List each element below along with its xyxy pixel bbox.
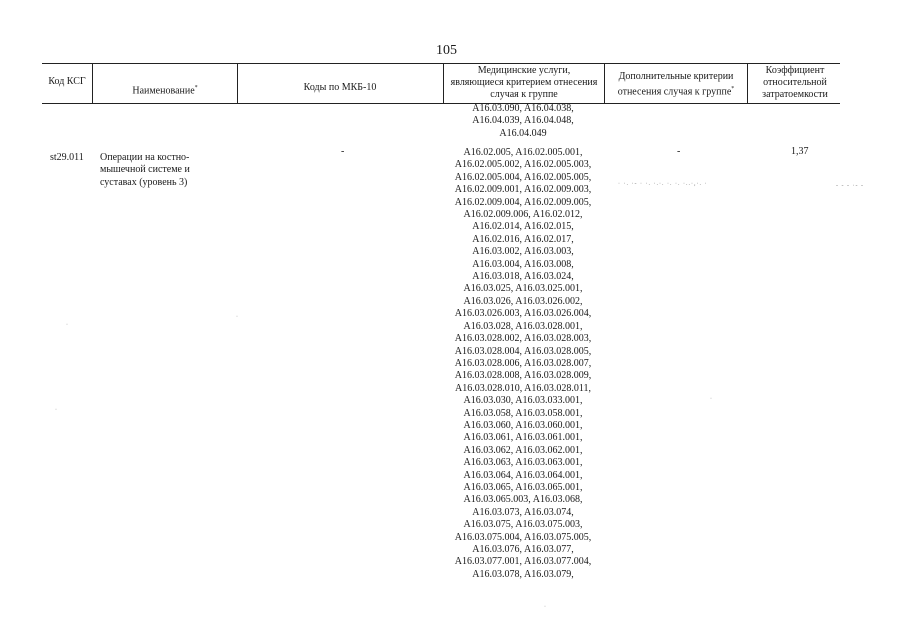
- service-code-line: A16.03.025, A16.03.025.001,: [463, 283, 583, 295]
- header-mkb: Коды по МКБ-10: [303, 82, 377, 93]
- header-services: Медицинские услуги, являющиеся критерием отнесения случая к группе: [450, 65, 598, 100]
- service-code-line: A16.03.028.004, A16.03.028.005,: [454, 345, 592, 357]
- column-divider: [747, 63, 748, 103]
- header-name-text: Наименование: [132, 85, 195, 97]
- header-extra-mark: *: [731, 86, 735, 92]
- scan-noise: - - - ·- -: [836, 183, 864, 189]
- code-line: A16.03.090, A16.04.038,: [472, 103, 574, 114]
- row-services: [443, 147, 603, 581]
- scan-noise: · ·. ·- · ·. ·.·. ·. ·. ·..·,·. ·: [618, 181, 708, 187]
- service-code-line: A16.03.061, A16.03.061.001,: [463, 432, 583, 444]
- service-code-line: A16.03.058, A16.03.058.001,: [463, 407, 583, 419]
- service-code-line: A16.03.028.002, A16.03.028.003,: [454, 333, 592, 345]
- row-code: st29.011: [50, 152, 84, 163]
- service-code-line: A16.02.009.001, A16.02.009.003,: [454, 184, 592, 196]
- scan-noise: ·: [66, 322, 69, 328]
- service-code-line: A16.03.065, A16.03.065.001,: [463, 481, 583, 493]
- scan-noise: ·: [236, 314, 239, 320]
- service-code-line: A16.02.014, A16.02.015,: [472, 221, 574, 233]
- row-name-line: суставах (уровень 3): [100, 176, 188, 188]
- header-name-mark: *: [194, 85, 198, 91]
- service-code-line: A16.02.009.006, A16.02.012,: [463, 209, 583, 221]
- column-divider: [237, 63, 238, 103]
- service-code-line: A16.03.060, A16.03.060.001,: [463, 419, 583, 431]
- code-line: A16.04.049: [499, 127, 547, 139]
- service-code-line: A16.03.078, A16.03.079,: [472, 568, 574, 580]
- service-code-line: A16.03.077.001, A16.03.077.004,: [454, 556, 592, 568]
- service-code-line: A16.03.076, A16.03.077,: [472, 544, 574, 555]
- service-code-line: A16.03.028.010, A16.03.028.011,: [454, 382, 592, 394]
- row-name: [100, 152, 235, 189]
- header-extra: [610, 71, 742, 98]
- column-divider: [92, 63, 93, 103]
- service-code-line: A16.03.004, A16.03.008,: [472, 258, 574, 270]
- service-code-line: A16.03.028.008, A16.03.028.009,: [454, 370, 592, 382]
- header-coefficient: Коэффициент относительной затратоемкости: [762, 65, 828, 100]
- service-code-line: A16.03.075, A16.03.075.003,: [463, 519, 583, 531]
- service-code-line: A16.03.065.003, A16.03.068,: [463, 494, 583, 506]
- service-code-line: A16.02.016, A16.02.017,: [472, 233, 574, 245]
- service-code-line: A16.03.026.003, A16.03.026.004,: [454, 308, 592, 320]
- service-code-line: A16.03.018, A16.03.024,: [472, 271, 574, 283]
- service-code-line: A16.02.005.004, A16.02.005.005,: [454, 171, 592, 183]
- row-coefficient: 1,37: [791, 146, 809, 157]
- service-code-line: A16.03.028, A16.03.028.001,: [463, 320, 583, 332]
- service-code-line: A16.03.064, A16.03.064.001,: [463, 469, 583, 481]
- row-name-line: Операции на костно-: [100, 152, 190, 163]
- column-divider: [604, 63, 605, 103]
- scan-noise: ·: [55, 407, 58, 413]
- service-code-line: A16.02.005, A16.02.005.001,: [463, 147, 583, 158]
- row-mkb: -: [341, 146, 345, 157]
- service-code-line: A16.03.002, A16.03.003,: [472, 246, 574, 258]
- scan-noise: ·: [544, 604, 547, 610]
- service-code-line: A16.03.073, A16.03.074,: [472, 506, 574, 518]
- service-code-line: A16.03.075.004, A16.03.075.005,: [454, 531, 592, 543]
- service-code-line: A16.03.063, A16.03.063.001,: [463, 457, 583, 469]
- service-code-line: A16.03.062, A16.03.062.001,: [463, 444, 583, 456]
- header-code: Код КСГ: [48, 76, 86, 87]
- row-name-line: мышечной системе и: [100, 164, 190, 176]
- service-code-line: A16.02.009.004, A16.02.009.005,: [454, 196, 592, 208]
- code-line: A16.04.039, A16.04.048,: [472, 115, 574, 127]
- continuation-codes: [443, 103, 603, 140]
- header-top-border: [42, 63, 840, 64]
- scan-noise: ·: [710, 396, 713, 402]
- column-divider: [443, 63, 444, 103]
- service-code-line: A16.03.026, A16.03.026.002,: [463, 295, 583, 307]
- service-code-line: A16.03.030, A16.03.033.001,: [463, 395, 583, 407]
- header-name: [100, 82, 230, 97]
- page-number: 105: [436, 43, 457, 58]
- row-extra: -: [677, 146, 681, 157]
- service-code-line: A16.02.005.002, A16.02.005.003,: [454, 159, 592, 171]
- header-extra-text: Дополнительные критерии отнесения случая к группе: [617, 71, 734, 98]
- service-code-line: A16.03.028.006, A16.03.028.007,: [454, 357, 592, 369]
- header-bottom-border: [42, 103, 840, 104]
